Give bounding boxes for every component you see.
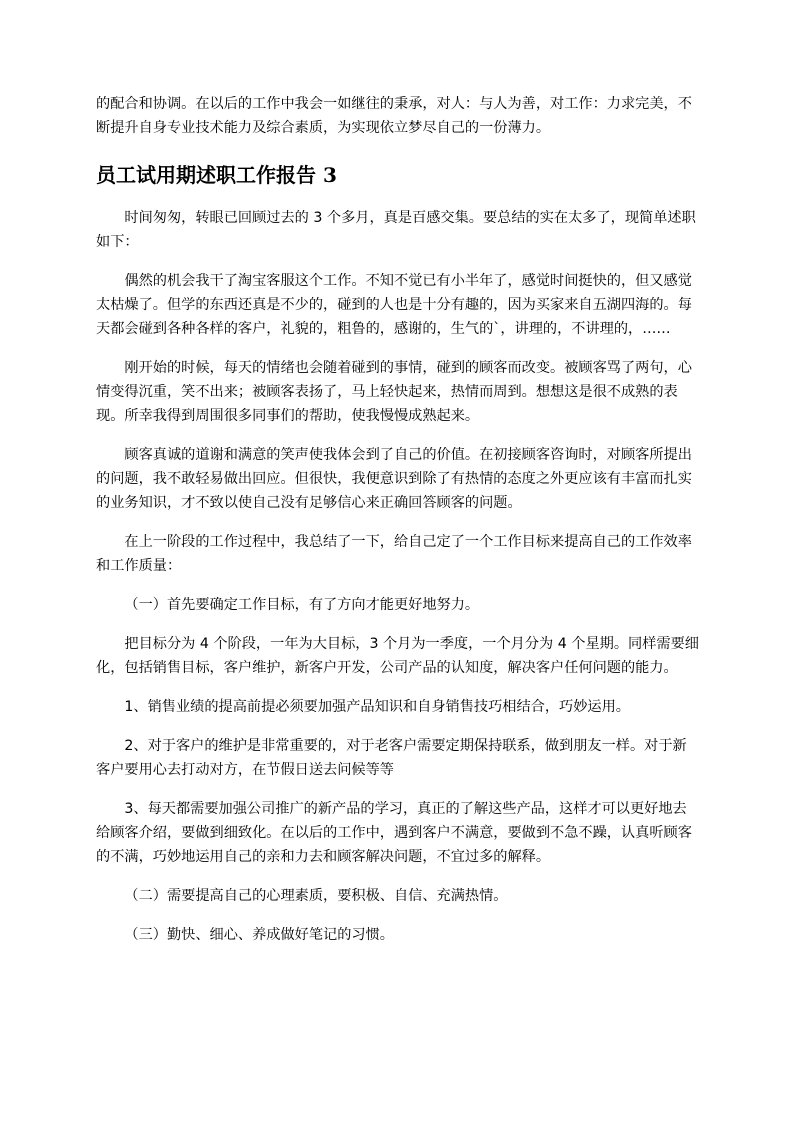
continuation-paragraph: 的配合和协调。在以后的工作中我会一如继往的秉承，对人：与人为善，对工作：力求完美，不断提升自身专业技术能力及综合素质，为实现依立梦尽自己的一份薄力。 [96,96,692,136]
paragraph-4: 顾客真诚的道谢和满意的笑声使我体会到了自己的价值。在初接顾客咨询时，对顾客所提出的问题，我不敢轻易做出回应。但很快，我便意识到除了有热情的态度之外更应该有丰富而扎实的业务知识，才不致以使自己没有足够信心来正确回答顾客的问题。 [96,447,692,511]
paragraph-3: 刚开始的时候，每天的情绪也会随着碰到的事情，碰到的顾客而改变。被顾客骂了两句，心情变得沉重，笑不出来；被顾客表扬了，马上轻快起来，热情而周到。想想这是很不成熟的表现。所幸我得到周围很多同事们的帮助，使我慢慢成熟起来。 [96,360,692,424]
paragraph-5: 在上一阶段的工作过程中，我总结了一下，给自己定了一个工作目标来提高自己的工作效率和工作质量： [96,534,692,574]
paragraph-12: （三）勤快、细心、养成做好笔记的习惯。 [124,927,394,943]
paragraph-6: （一）首先要确定工作目标，有了方向才能更好地努力。 [124,597,480,613]
paragraph-8: 1、销售业绩的提高前提必须要加强产品知识和自身销售技巧相结合，巧妙运用。 [124,699,630,715]
document-page [96,92,700,947]
paragraph-2: 偶然的机会我干了淘宝客服这个工作。不知不觉已有小半年了，感觉时间挺快的，但又感觉太枯燥了。但学的东西还真是不少的，碰到的人也是十分有趣的，因为买家来自五湖四海的。每天都会碰到各种各样的客户，礼貌的，粗鲁的，感谢的，生气的`，讲理的，不讲理的，…… [96,273,692,337]
paragraph-9: 2、对于客户的维护是非常重要的，对于老客户需要定期保持联系，做到朋友一样。对于新客户要用心去打动对方，在节假日送去问候等等 [96,738,687,778]
section-title: 员工试用期述职工作报告 3 [96,163,337,187]
paragraph-10: 3、每天都需要加强公司推广的新产品的学习，真正的了解这些产品，这样才可以更好地去给顾客介绍，要做到细致化。在以后的工作中，遇到客户不满意，要做到不急不躁，认真听顾客的不满，巧妙地运用自己的亲和力去和顾客解决问题，不宜过多的解释。 [96,801,692,865]
paragraph-1: 时间匆匆，转眼已回顾过去的 3 个多月，真是百感交集。要总结的实在太多了，现简单述职如下： [96,210,696,250]
paragraph-11: （二）需要提高自己的心理素质，要积极、自信、充满热情。 [124,888,508,904]
paragraph-7: 把目标分为 4 个阶段，一年为大目标，3 个月为一季度，一个月分为 4 个星期。同样需要细化，包括销售目标，客户维护，新客户开发，公司产品的认知度，解决客户任何问题的能力。 [96,636,699,676]
